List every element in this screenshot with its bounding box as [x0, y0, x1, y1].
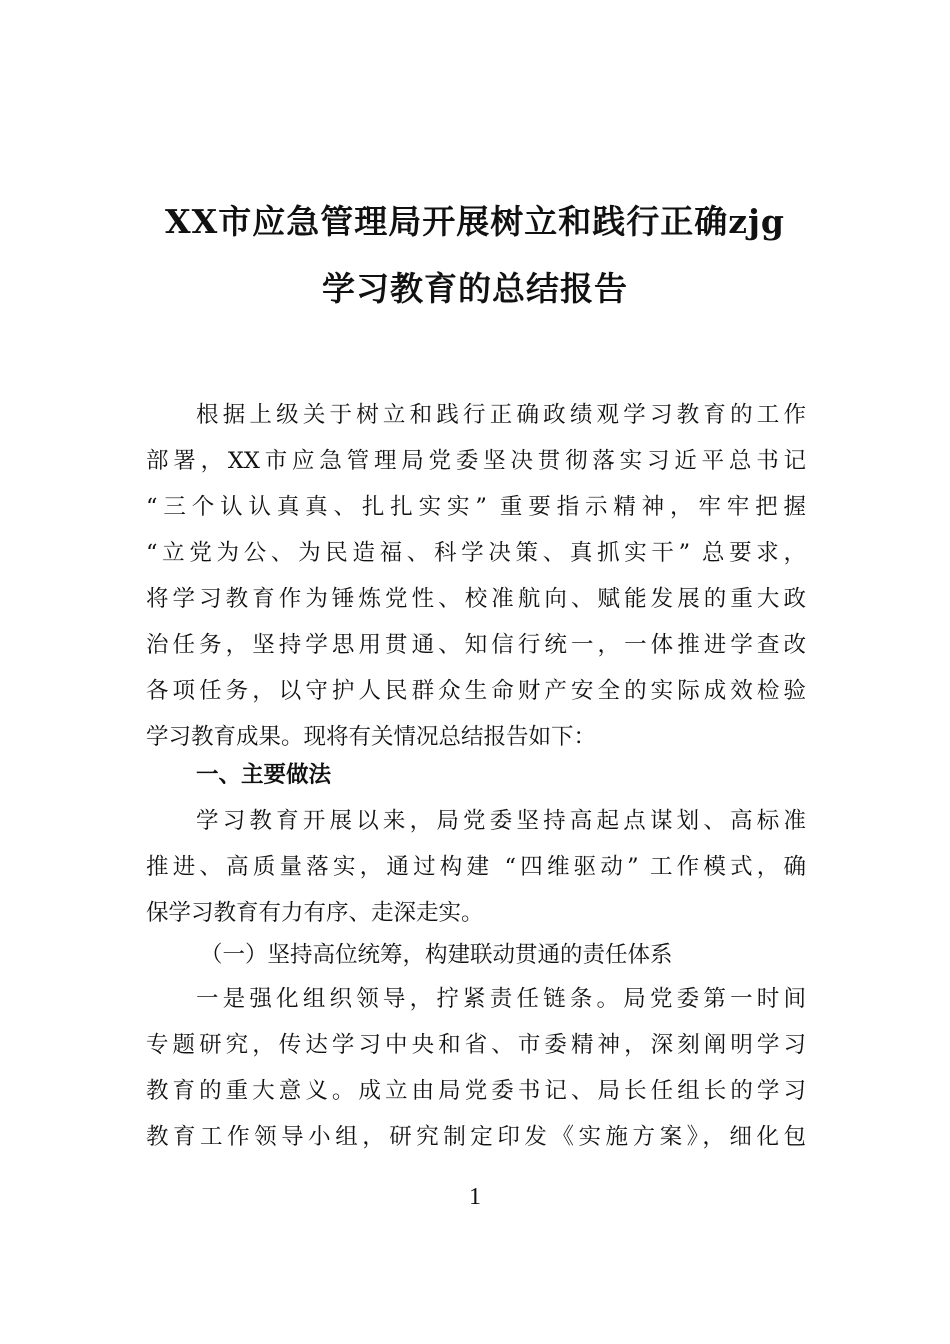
body-line: 将学习教育作为锤炼党性、校准航向、赋能发展的重大政	[146, 586, 806, 612]
body-line: 治任务，坚持学思用贯通、知信行统一，一体推进学查改	[146, 632, 806, 658]
body-line: 根据上级关于树立和践行正确政绩观学习教育的工作	[196, 402, 806, 428]
subsection-heading: （一）坚持高位统筹，构建联动贯通的责任体系	[200, 942, 673, 968]
body-line: 各项任务，以守护人民群众生命财产安全的实际成效检验	[146, 678, 806, 704]
body-line: 保学习教育有力有序、走深走实。	[146, 900, 484, 926]
document-title-line-2: 学习教育的总结报告	[322, 269, 628, 308]
body-line: 学习教育开展以来，局党委坚持高起点谋划、高标准	[196, 808, 806, 834]
body-line: 部署，XX市应急管理局党委坚决贯彻落实习近平总书记	[146, 448, 806, 474]
section-heading: 一、主要做法	[196, 762, 332, 788]
body-line: 教育的重大意义。成立由局党委书记、局长任组长的学习	[146, 1078, 806, 1104]
document-title-line-1: XX市应急管理局开展树立和践行正确zjg	[165, 202, 785, 241]
page-number: 1	[469, 1184, 481, 1210]
body-line: “三个认认真真、扎扎实实” 重要指示精神，牢牢把握	[146, 494, 806, 520]
body-line: 教育工作领导小组，研究制定印发《实施方案》，细化包	[146, 1124, 806, 1150]
body-line: 一是强化组织领导，拧紧责任链条。局党委第一时间	[196, 986, 806, 1012]
body-line: 学习教育成果。现将有关情况总结报告如下：	[146, 724, 597, 750]
body-line: 推进、高质量落实，通过构建 “四维驱动” 工作模式，确	[146, 854, 806, 880]
body-line: 专题研究，传达学习中央和省、市委精神，深刻阐明学习	[146, 1032, 806, 1058]
body-line: “立党为公、为民造福、科学决策、真抓实干” 总要求，	[146, 540, 806, 566]
